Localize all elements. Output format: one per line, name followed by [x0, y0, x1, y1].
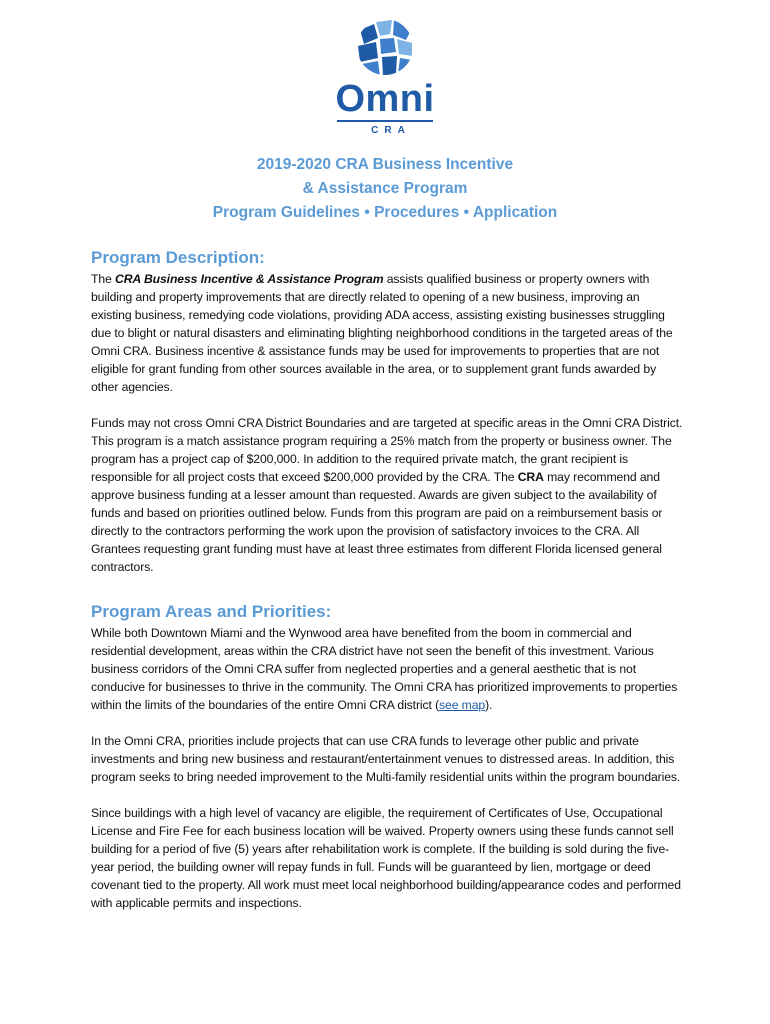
program-name: CRA Business Incentive & Assistance Program: [115, 272, 384, 286]
document-body: [91, 246, 683, 912]
text-part-b: ).: [485, 698, 493, 712]
logo-divider: [337, 120, 433, 122]
program-areas-paragraph-1: [91, 624, 683, 714]
text-part-b: may recommend and approve business funding at a lesser amount than requested. Awards are given subject to the availability of funds and based on priorities outlined below. Funds from this program are paid on a reimbursement basis or directly to the contractors performing the work upon the provision of satisfactory invoices to the CRA. All Grantees requesting grant funding must have at least three estimates from different Florida licensed general contractors.: [91, 470, 663, 574]
text-part-a: Funds may not cross Omni CRA District Boundaries and are targeted at specific areas in the Omni CRA District. This program is a match assistance program requiring a 25% match from the property or business owner. The program has a project cap of $200,000. In addition to the required private match, the grant recipient is responsible for all project costs that exceed $200,000 provided by the CRA. The: [91, 416, 683, 484]
program-areas-paragraph-2: In the Omni CRA, priorities include projects that can use CRA funds to leverage other public and private investments and bring new business and restaurant/entertainment venues to distressed areas. In addition, this program seeks to bring needed improvement to the Multi-family residential units within the program boundaries.: [91, 734, 681, 784]
document-title: [0, 153, 770, 225]
title-line-1: 2019-2020 CRA Business Incentive: [256, 156, 514, 173]
program-areas-heading: Program Areas and Priorities:: [91, 602, 332, 621]
text-part-a: While both Downtown Miami and the Wynwood area have benefited from the boom in commercial and residential development, areas within the CRA district have not seen the benefit of this investment. Various business corridors of the Omni CRA suffer from neglected properties and a general aesthetic that is not conducive for businesses to thrive in the community. The Omni CRA has prioritized improvements to properties within the limits of the boundaries of the entire Omni CRA district (: [91, 626, 678, 712]
logo-subtitle: CRA: [371, 125, 411, 136]
program-description-paragraph-2: [91, 414, 683, 576]
program-description-heading: Program Description:: [91, 248, 265, 267]
globe-logo-icon: [356, 18, 414, 76]
cra-bold: CRA: [517, 470, 544, 484]
title-line-3: Program Guidelines • Procedures • Application: [212, 204, 558, 221]
program-areas-paragraph-3: Since buildings with a high level of vacancy are eligible, the requirement of Certificates of Use, Occupational License and Fire Fee for each business location will be waived. Property owners using these funds cannot sell building for a period of five (5) years after rehabilitation work is complete. If the building is sold during the five-year period, the building owner will repay funds in full. Funds will be guaranteed by lien, mortgage or deed covenant tied to the property. All work must meet local neighborhood building/appearance codes and performed with applicable permits and inspections.: [91, 806, 681, 910]
omni-cra-logo: [0, 0, 770, 140]
program-description-paragraph-1: [91, 270, 683, 396]
title-line-2: & Assistance Program: [302, 180, 468, 197]
logo-wordmark: Omni: [335, 78, 435, 120]
see-map-link[interactable]: see map: [439, 698, 486, 712]
text-rest: assists qualified business or property owners with building and property improvements that are directly related to opening of a new business, improving an existing business, remedying code violations, providing ADA access, assisting existing businesses struggling due to blight or natural disasters and eliminating blighting neighborhood conditions in the targeted areas of the Omni CRA. Business incentive & assistance funds may be used for improvements to properties that are not eligible for grant funding from other sources available in the area, or to supplement grant funds awarded by other agencies.: [91, 272, 673, 394]
text-the: The: [91, 272, 115, 286]
